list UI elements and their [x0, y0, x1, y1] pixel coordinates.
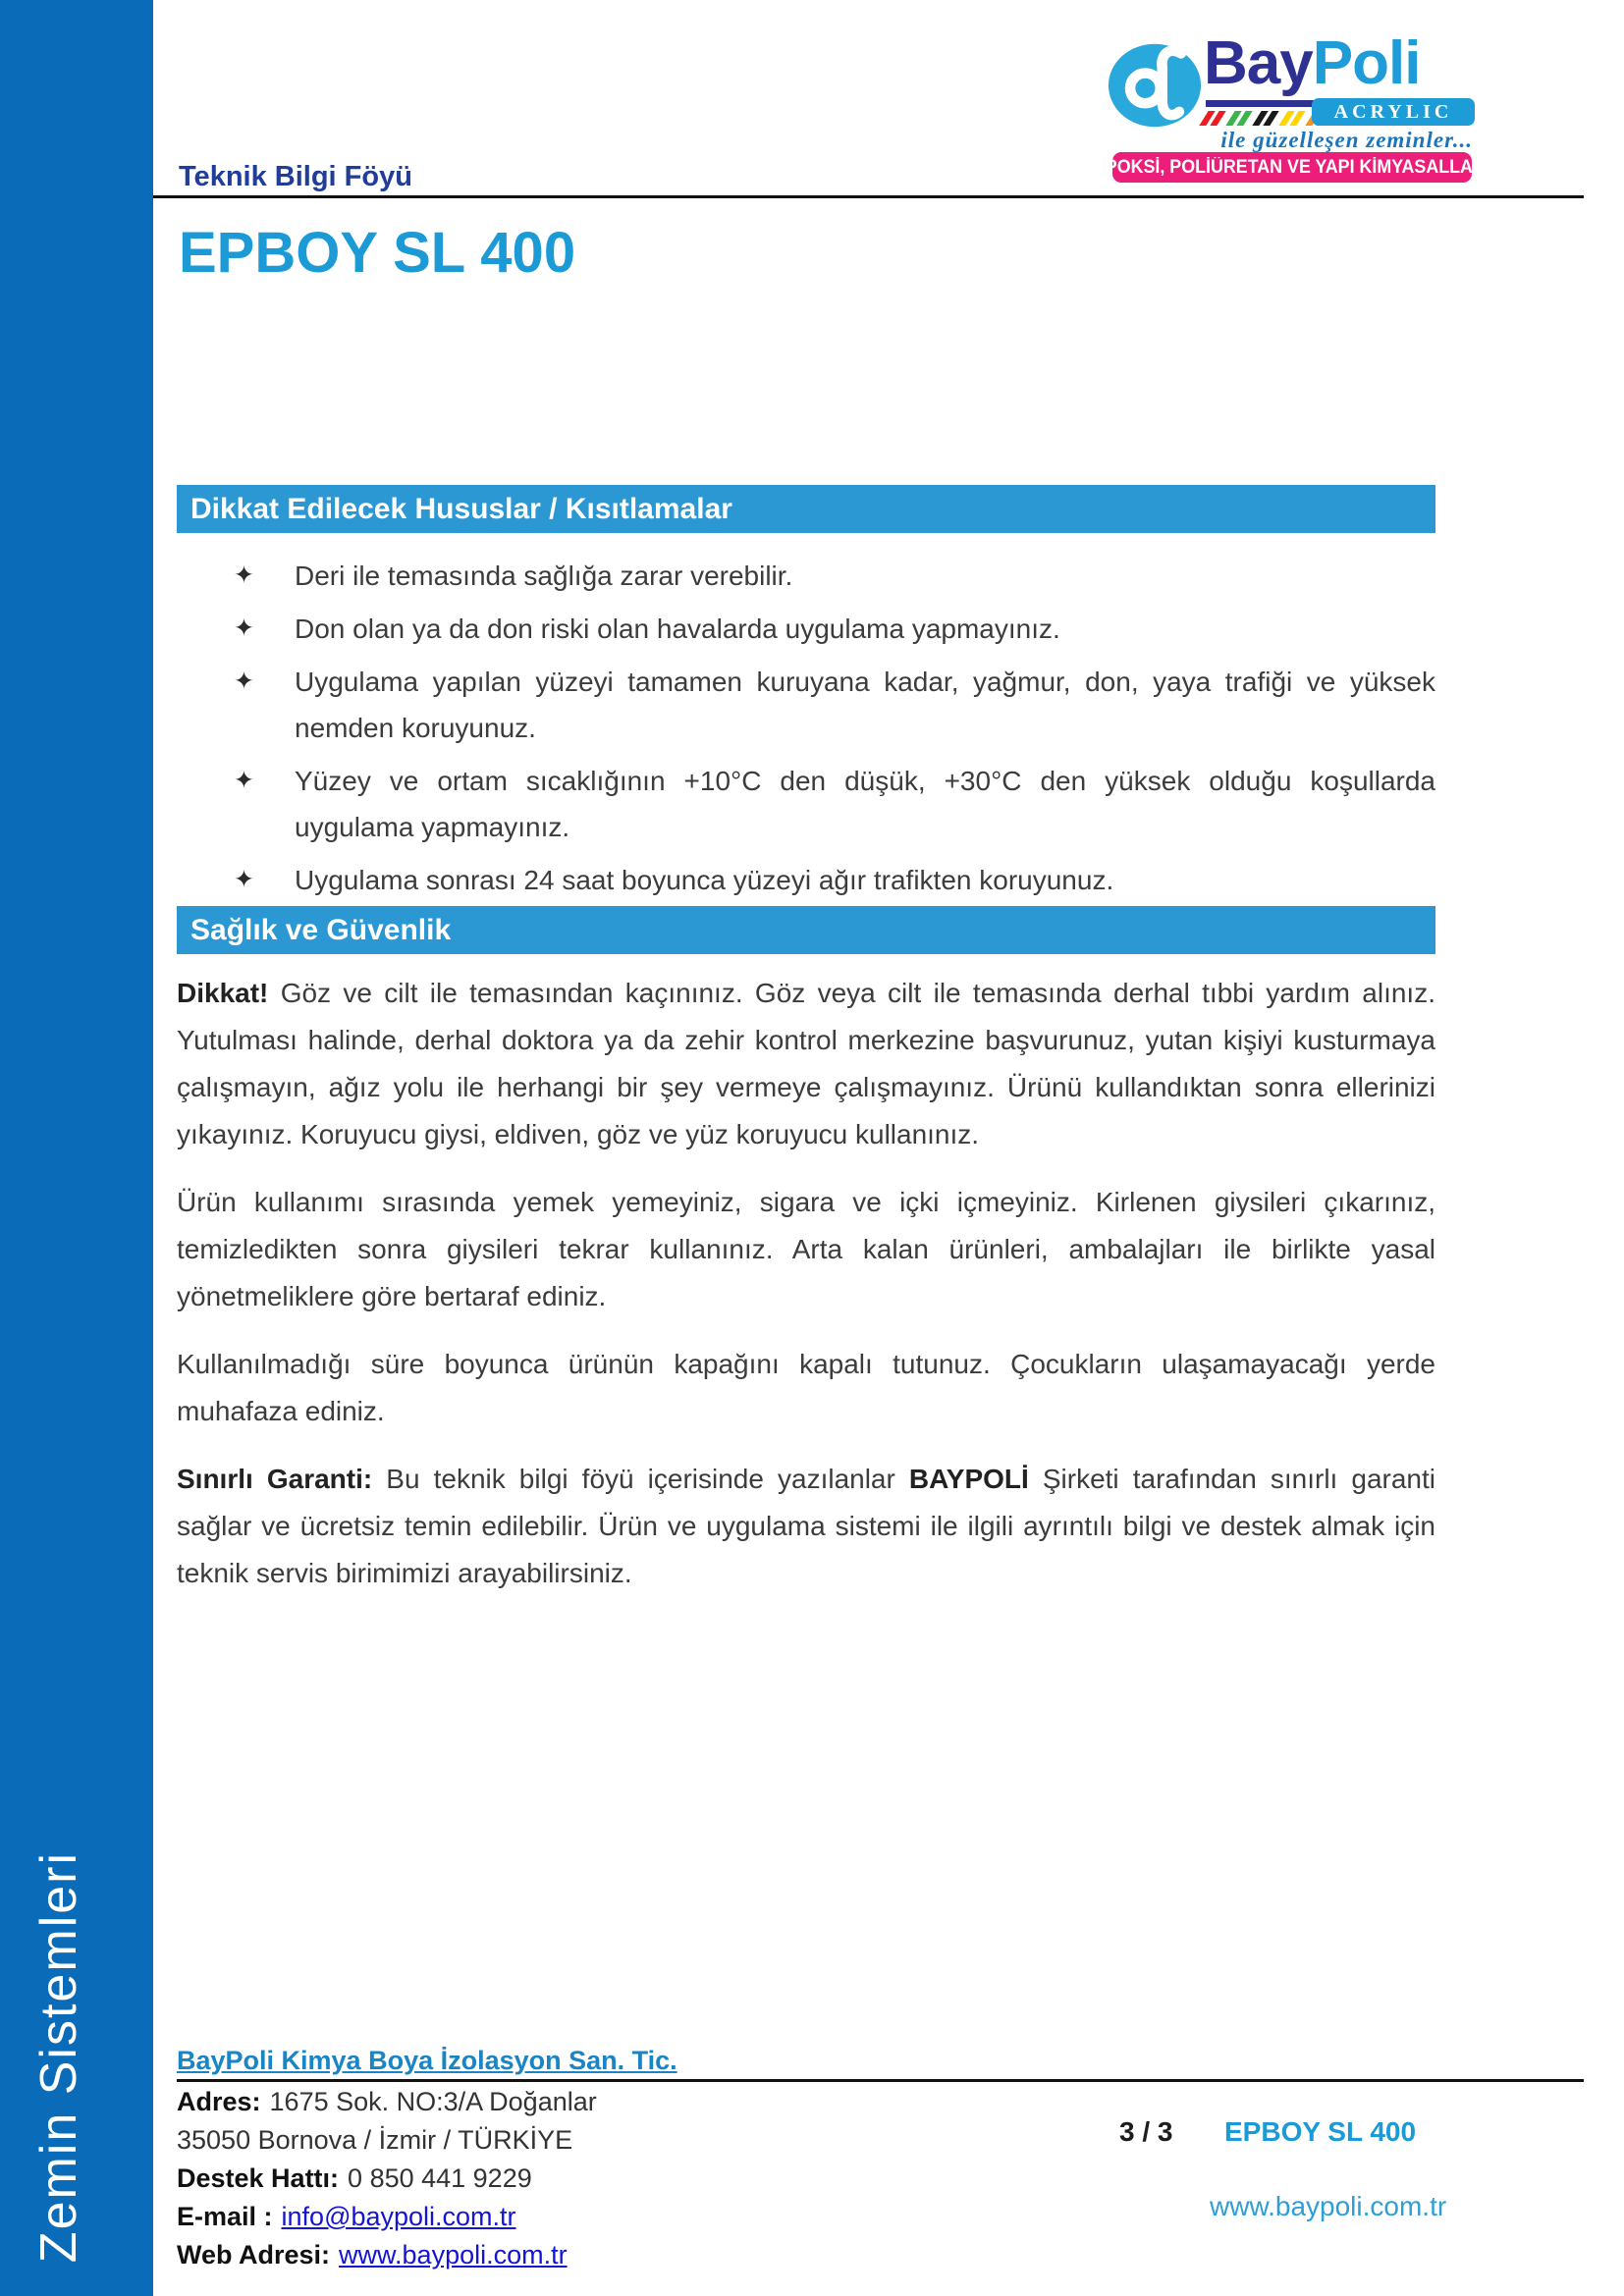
- footer-product-name: EPBOY SL 400: [1224, 2116, 1417, 2147]
- footer-company-name: BayPoli Kimya Boya İzolasyon San. Tic.: [177, 2046, 677, 2075]
- paragraph-attention: [177, 970, 1435, 1158]
- usage-text: Ürün kullanımı sırasında yemek yemeyiniz, sigara ve içki içmeyiniz. Kirlenen giysileri çıkarınız, temizledikten sonra giysileri tekrar kullanınız. Arta kalan ürünleri, ambalajları ile birlikte yasal yönetmeliklere göre bertaraf ediniz.: [177, 1187, 1435, 1311]
- logo-poli-text: Poli: [1312, 29, 1421, 97]
- logo-tagline: ile güzelleşen zeminler...: [1220, 128, 1473, 152]
- website-link[interactable]: www.baypoli.com.tr: [339, 2240, 568, 2269]
- doc-type-heading: Teknik Bilgi Föyü: [179, 161, 412, 192]
- warning-text: Don olan ya da don riski olan havalarda uygulama yapmayınız.: [295, 614, 1060, 644]
- page-number: 3 / 3: [1119, 2116, 1173, 2147]
- footer-row-support: [177, 2160, 597, 2198]
- paragraph-warranty: [177, 1456, 1435, 1597]
- warning-text: Yüzey ve ortam sıcaklığının +10°C den düşük, +30°C den yüksek olduğu koşullarda uygulama yapmayınız.: [295, 766, 1435, 842]
- logo-bay-text: Bay: [1204, 29, 1313, 97]
- page-title: EPBOY SL 400: [179, 221, 576, 285]
- footer-value: 35050 Bornova / İzmir / TÜRKİYE: [177, 2125, 573, 2155]
- baypoli-wordmark: [1204, 29, 1421, 97]
- four-pointed-star-icon: ✦: [234, 561, 254, 589]
- section-header-warnings: [177, 485, 1435, 533]
- attention-text: Göz ve cilt ile temasından kaçınınız. Göz veya cilt ile temasında derhal tıbbi yardım alınız. Yutulması halinde, derhal doktora ya da zehir kontrol merkezine başvurunuz, yutan kişiyi kusturmaya çalışmayın, ağız yolu ile herhangi bir şey vermeye çalışmayınız. Ürünü kullandıktan sonra ellerinizi yıkayınız. Koruyucu giysi, eldiven, göz ve yüz koruyucu kullanınız.: [177, 978, 1435, 1149]
- footer-website[interactable]: www.baypoli.com.tr: [1210, 2191, 1447, 2221]
- logo-underline: [1206, 100, 1314, 107]
- list-item: [177, 659, 1435, 751]
- attention-lead: Dikkat!: [177, 978, 269, 1008]
- paragraph-usage: [177, 1179, 1435, 1320]
- warning-text: Deri ile temasında sağlığa zarar verebilir.: [295, 561, 793, 591]
- list-item: [177, 758, 1435, 850]
- list-item: [177, 553, 1435, 599]
- logo-acrylic-text: ACRYLIC: [1333, 100, 1453, 123]
- footer-label: Adres:: [177, 2087, 261, 2116]
- footer-value: 1675 Sok. NO:3/A Doğanlar: [269, 2087, 597, 2116]
- email-link[interactable]: info@baypoli.com.tr: [281, 2202, 516, 2231]
- paragraph-storage: [177, 1341, 1435, 1435]
- footer-row-web: [177, 2236, 597, 2274]
- brand-name: BAYPOLİ: [908, 1464, 1029, 1494]
- logo-acrylic-badge: [1312, 98, 1475, 126]
- footer-contact-block: [177, 2083, 597, 2274]
- list-item: [177, 857, 1435, 903]
- header-divider: [153, 195, 1584, 198]
- four-pointed-star-icon: ✦: [234, 614, 254, 642]
- footer-row-email: [177, 2198, 597, 2236]
- section-header-warnings-label: Dikkat Edilecek Hususlar / Kısıtlamalar: [190, 493, 732, 525]
- sidebar-vertical-label: Zemin Sistemleri: [30, 1850, 87, 2263]
- footer-label: Web Adresi:: [177, 2240, 331, 2269]
- footer-company-row: [177, 2046, 1584, 2082]
- logo-banner-text: EPOKSİ, POLİÜRETAN VE YAPI KİMYASALLARI: [1094, 156, 1490, 178]
- section-header-safety: [177, 906, 1435, 954]
- storage-text: Kullanılmadığı süre boyunca ürünün kapağını kapalı tutunuz. Çocukların ulaşamayacağı yerde muhafaza ediniz.: [177, 1349, 1435, 1426]
- warning-text: Uygulama yapılan yüzeyi tamamen kuruyana kadar, yağmur, don, yaya trafiği ve yüksek nemden koruyunuz.: [295, 667, 1435, 743]
- footer-row-city: [177, 2121, 597, 2160]
- footer-label: E-mail :: [177, 2202, 273, 2231]
- safety-paragraphs: [177, 970, 1435, 1618]
- section-header-safety-label: Sağlık ve Güvenlik: [190, 914, 452, 946]
- footer-row-address: [177, 2083, 597, 2121]
- footer-label: Destek Hattı:: [177, 2163, 340, 2193]
- warning-list: [177, 553, 1435, 910]
- warning-text: Uygulama sonrası 24 saat boyunca yüzeyi ağır trafikten koruyunuz.: [295, 865, 1114, 895]
- logo-banner: [1094, 152, 1490, 183]
- baypoli-logo-mark-icon: [1108, 41, 1202, 130]
- warranty-text-pre: Bu teknik bilgi föyü içerisinde yazılanlar: [372, 1464, 909, 1494]
- warranty-text-post: Şirketi tarafından sınırlı garanti sağlar ve ücretsiz temin edilebilir. Ürün ve uygulama sistemi ile ilgili ayrıntılı bilgi ve destek almak için teknik servis birimimizi arayabilirsiniz.: [177, 1464, 1436, 1588]
- baypoli-logo: [1080, 29, 1591, 194]
- sidebar: [0, 0, 153, 2296]
- four-pointed-star-icon: ✦: [234, 866, 254, 893]
- list-item: [177, 606, 1435, 652]
- footer-value: 0 850 441 9229: [348, 2163, 532, 2193]
- four-pointed-star-icon: ✦: [234, 767, 254, 794]
- four-pointed-star-icon: ✦: [234, 667, 254, 695]
- warranty-lead: Sınırlı Garanti:: [177, 1464, 373, 1494]
